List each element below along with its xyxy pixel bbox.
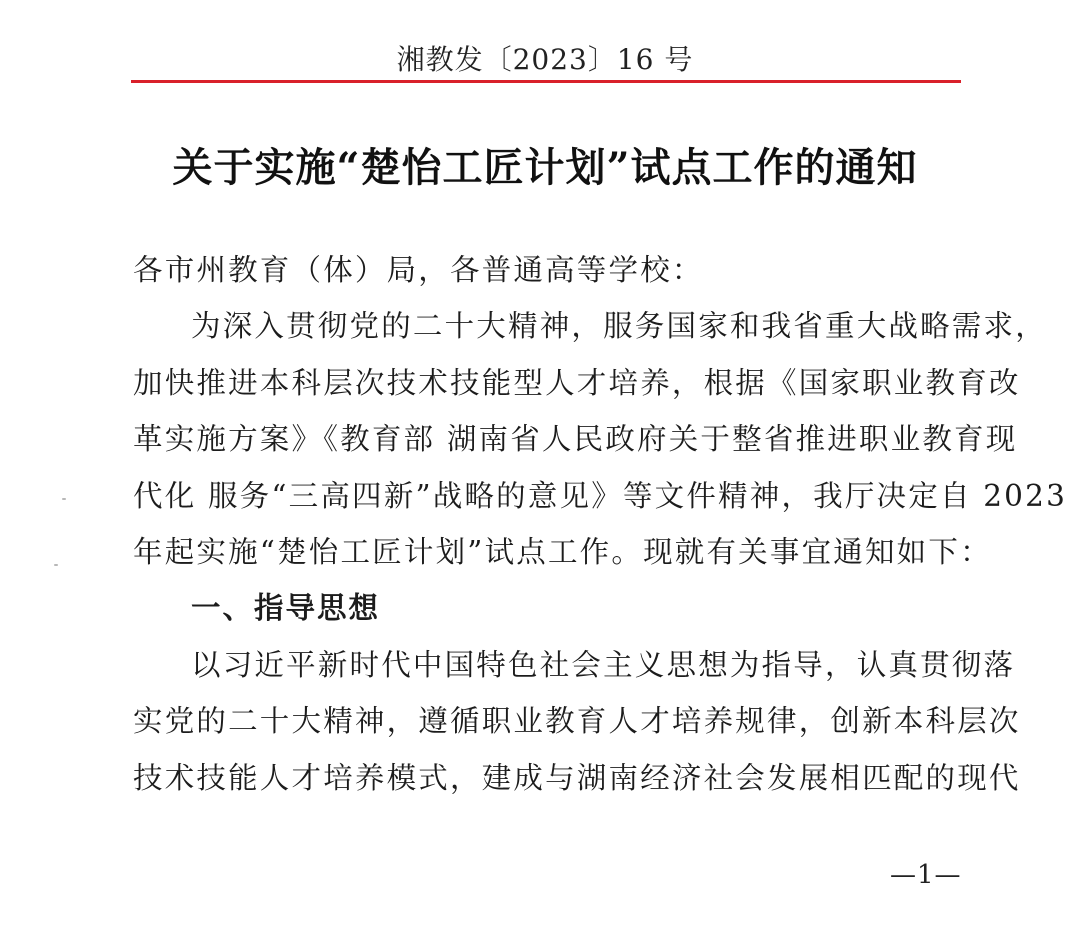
document-body — [133, 242, 1068, 806]
paragraph-line: 技术技能人才培养模式，建成与湖南经济社会发展相匹配的现代 — [133, 760, 1021, 795]
red-header-rule — [131, 80, 961, 83]
paragraph-line: 实党的二十大精神，遵循职业教育人才培养规律，创新本科层次 — [133, 704, 1021, 739]
page-number: —1— — [890, 860, 962, 890]
scan-speck — [54, 564, 58, 566]
section-heading: 一、指导思想 — [191, 591, 381, 626]
paragraph-line: 为深入贯彻党的二十大精神，服务国家和我省重大战略需求， — [191, 309, 1047, 344]
salutation: 各市州教育（体）局，各普通高等学校： — [133, 253, 704, 287]
document-title: 关于实施“楚怡工匠计划”试点工作的通知 — [172, 144, 918, 191]
paragraph-line: 革实施方案》《教育部 湖南省人民政府关于整省推进职业教育现 — [133, 422, 1018, 457]
scan-speck — [62, 498, 66, 500]
document-number: 湘教发〔2023〕16 号 — [396, 43, 694, 76]
paragraph-line: 加快推进本科层次技术技能型人才培养，根据《国家职业教育改 — [133, 365, 1021, 400]
paragraph-line: 以习近平新时代中国特色社会主义思想为指导，认真贯彻落 — [191, 647, 1016, 682]
paragraph-line: 代化 服务“三高四新”战略的意见》等文件精神，我厅决定自 2023 — [133, 478, 1068, 513]
paragraph-line: 年起实施“楚怡工匠计划”试点工作。现就有关事宜通知如下： — [133, 534, 992, 569]
